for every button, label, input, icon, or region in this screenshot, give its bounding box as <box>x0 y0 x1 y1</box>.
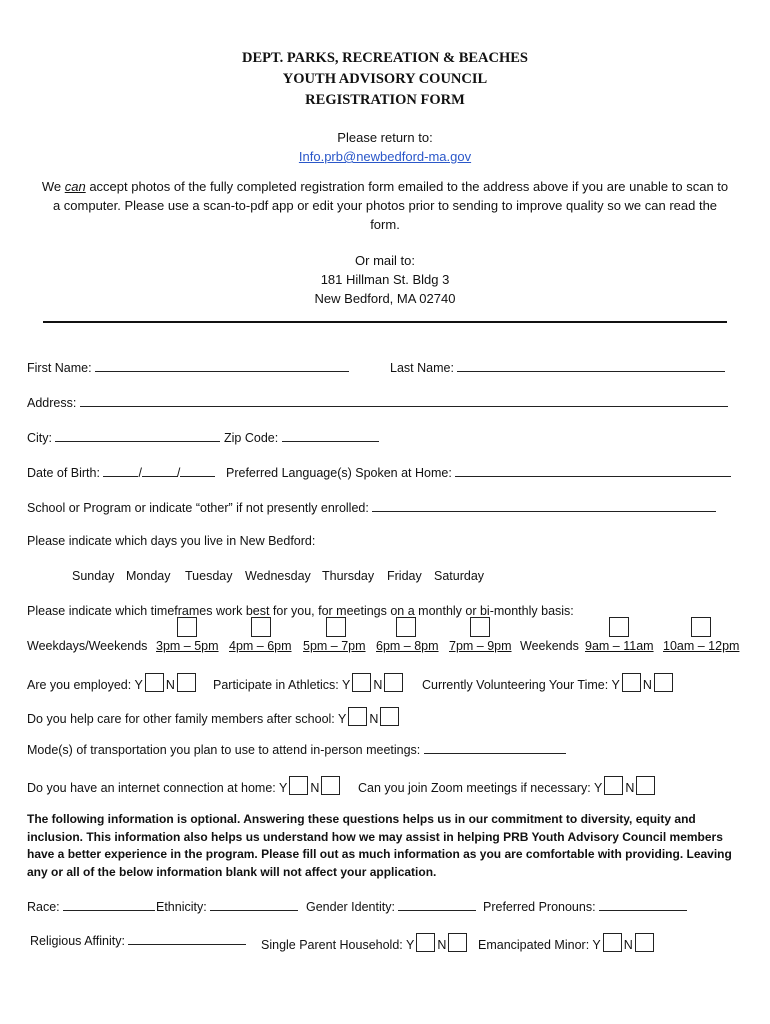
emancipated-yes-box[interactable] <box>603 933 622 952</box>
dob-field[interactable]: Date of Birth: / / <box>27 465 215 480</box>
volunteering-question: Currently Volunteering Your Time: Y N <box>422 673 675 692</box>
first-name-field[interactable]: First Name: <box>27 360 349 375</box>
slot-3-5-checkbox[interactable] <box>177 617 197 637</box>
race-field[interactable]: Race: <box>27 899 155 914</box>
day-friday[interactable]: Friday <box>387 569 422 583</box>
athletics-yes-box[interactable] <box>352 673 371 692</box>
weekdays-label: Weekdays/Weekends <box>27 639 148 653</box>
return-label: Please return to: <box>337 130 433 145</box>
zip-field[interactable]: Zip Code: <box>224 430 379 445</box>
care-no-box[interactable] <box>380 707 399 726</box>
slot-4-6-checkbox[interactable] <box>251 617 271 637</box>
weekends-label: Weekends <box>520 639 579 653</box>
volunteering-yes-box[interactable] <box>622 673 641 692</box>
athletics-question: Participate in Athletics: Y N <box>213 673 405 692</box>
divider <box>43 321 727 323</box>
day-wednesday[interactable]: Wednesday <box>245 569 311 583</box>
form-council-title: YOUTH ADVISORY COUNCIL <box>282 71 488 87</box>
day-sunday[interactable]: Sunday <box>72 569 115 583</box>
form-dept-title: DEPT. PARKS, RECREATION & BEACHES <box>241 50 528 66</box>
gender-field[interactable]: Gender Identity: <box>306 899 476 914</box>
employed-yes-box[interactable] <box>145 673 164 692</box>
day-saturday[interactable]: Saturday <box>434 569 485 583</box>
optional-intro: The following information is optional. Answering these questions helps us in our commitment to diversity, equity and inclusion. This information also helps us understand how we may assist in helping PRB Youth Advisory Council members have a better experience in the program. Please fill out as much information as you are comfortable with providing. Leaving any or all of the below information blank will not affect your application. <box>27 812 732 879</box>
religion-field[interactable]: Religious Affinity: <box>30 933 246 948</box>
language-field[interactable]: Preferred Language(s) Spoken at Home: <box>226 465 731 480</box>
internet-yes-box[interactable] <box>289 776 308 795</box>
zoom-no-box[interactable] <box>636 776 655 795</box>
single-parent-no-box[interactable] <box>448 933 467 952</box>
slot-9-11-checkbox[interactable] <box>609 617 629 637</box>
slot-10-12: 10am – 12pm <box>663 639 740 653</box>
zoom-yes-box[interactable] <box>604 776 623 795</box>
employed-question: Are you employed: Y N <box>27 673 198 692</box>
mail-address-line2: New Bedford, MA 02740 <box>314 291 456 306</box>
address-field[interactable]: Address: <box>27 395 728 410</box>
mail-label: Or mail to: <box>355 253 415 268</box>
last-name-field[interactable]: Last Name: <box>390 360 725 375</box>
slot-4-6: 4pm – 6pm <box>229 639 292 653</box>
mail-address-line1: 181 Hillman St. Bldg 3 <box>320 272 450 287</box>
ethnicity-field[interactable]: Ethnicity: <box>156 899 298 914</box>
slot-10-12-checkbox[interactable] <box>691 617 711 637</box>
employed-no-box[interactable] <box>177 673 196 692</box>
single-parent-question: Single Parent Household: Y N <box>261 933 469 952</box>
transport-field[interactable]: Mode(s) of transportation you plan to use to attend in-person meetings: <box>27 742 566 757</box>
volunteering-no-box[interactable] <box>654 673 673 692</box>
return-email-link[interactable]: Info.prb@newbedford-ma.gov <box>298 149 472 164</box>
athletics-no-box[interactable] <box>384 673 403 692</box>
day-monday[interactable]: Monday <box>126 569 171 583</box>
single-parent-yes-box[interactable] <box>416 933 435 952</box>
timeframes-question: Please indicate which timeframes work best for you, for meetings on a monthly or bi-monthly basis: <box>27 604 574 618</box>
care-yes-box[interactable] <box>348 707 367 726</box>
slot-5-7-checkbox[interactable] <box>326 617 346 637</box>
care-question: Do you help care for other family members after school: Y N <box>27 707 401 726</box>
pronouns-field[interactable]: Preferred Pronouns: <box>483 899 687 914</box>
zoom-question: Can you join Zoom meetings if necessary: Y N <box>358 776 657 795</box>
slot-7-9-checkbox[interactable] <box>470 617 490 637</box>
internet-question: Do you have an internet connection at home: Y N <box>27 776 342 795</box>
slot-6-8-checkbox[interactable] <box>396 617 416 637</box>
slot-6-8: 6pm – 8pm <box>376 639 439 653</box>
school-field[interactable]: School or Program or indicate “other” if not presently enrolled: <box>27 500 716 515</box>
internet-no-box[interactable] <box>321 776 340 795</box>
slot-7-9: 7pm – 9pm <box>449 639 512 653</box>
slot-9-11: 9am – 11am <box>585 639 654 653</box>
slot-5-7: 5pm – 7pm <box>303 639 366 653</box>
emancipated-no-box[interactable] <box>635 933 654 952</box>
form-title: REGISTRATION FORM <box>305 92 465 108</box>
days-question: Please indicate which days you live in New Bedford: <box>27 534 316 548</box>
photo-note: We can accept photos of the fully completed registration form emailed to the address above if you are unable to scan to a computer. Please use a scan-to-pdf app or edit your photos prior to sending to improve quality so we can read the form. <box>41 179 729 232</box>
emancipated-question: Emancipated Minor: Y N <box>478 933 656 952</box>
day-thursday[interactable]: Thursday <box>322 569 375 583</box>
city-field[interactable]: City: <box>27 430 220 445</box>
slot-3-5: 3pm – 5pm <box>156 639 219 653</box>
day-tuesday[interactable]: Tuesday <box>185 569 233 583</box>
